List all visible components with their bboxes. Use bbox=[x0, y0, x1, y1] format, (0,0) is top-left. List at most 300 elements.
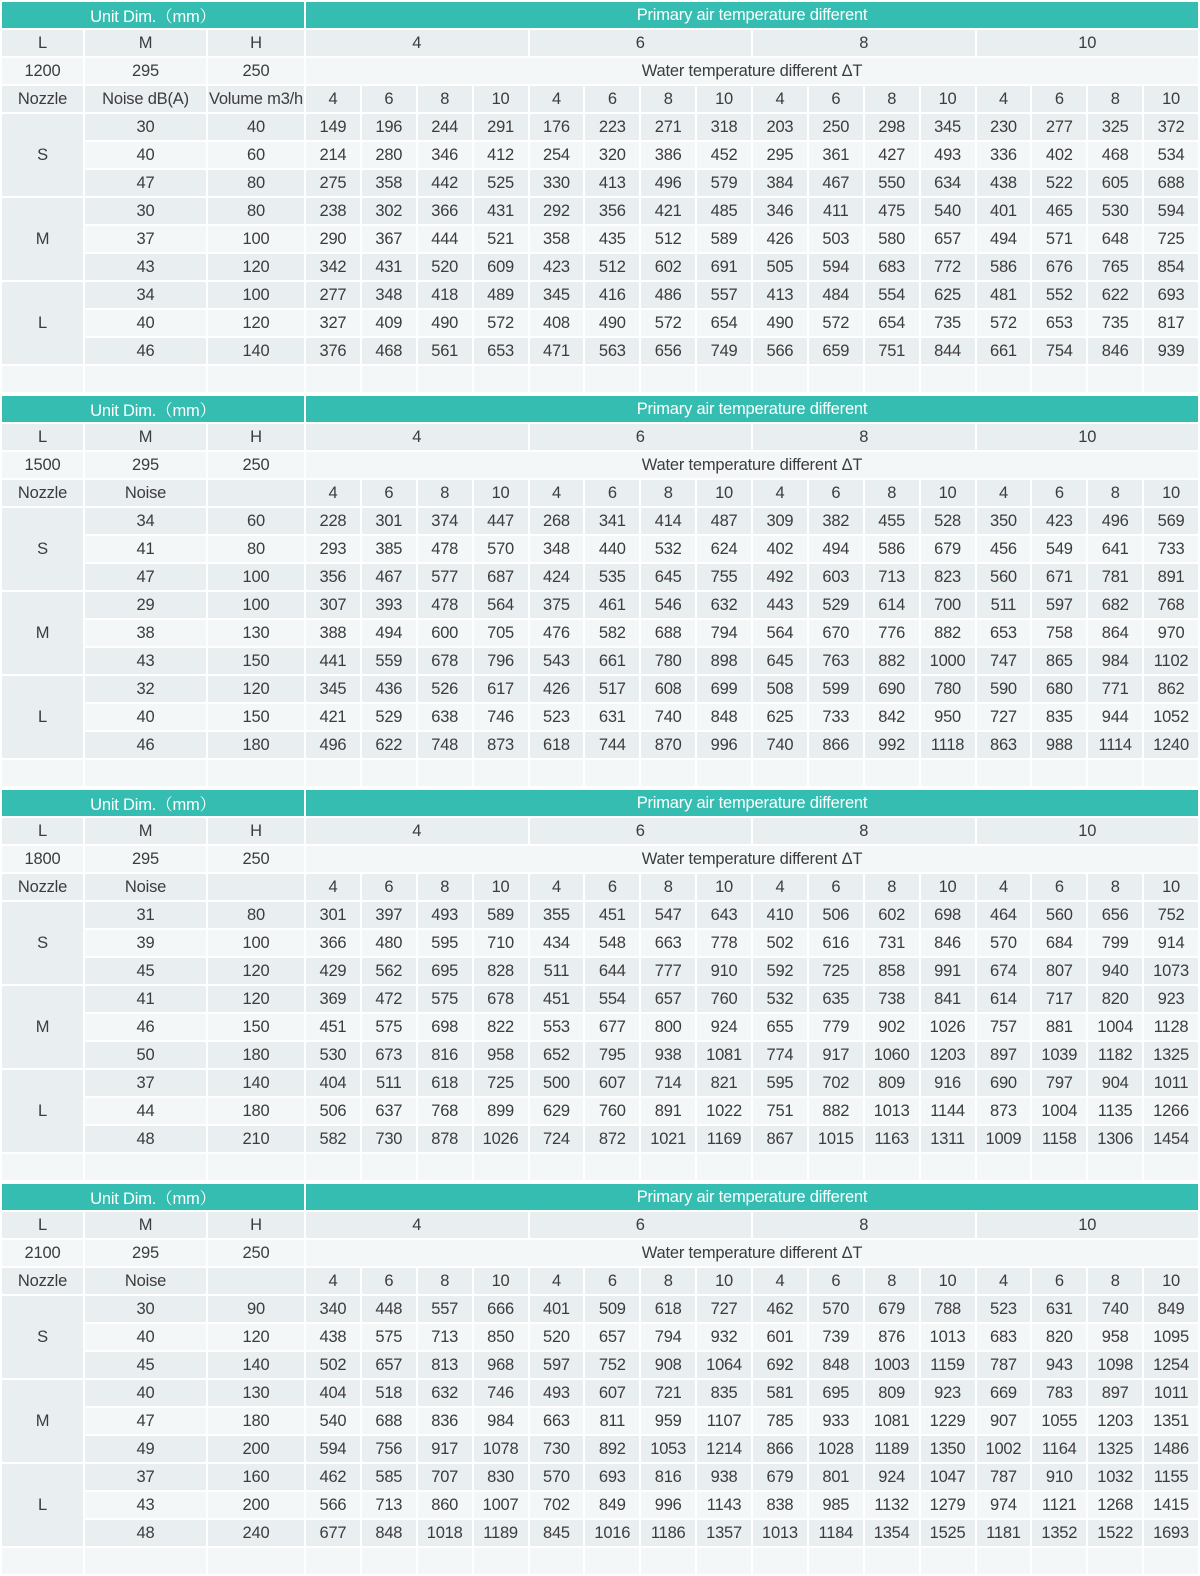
capacity-value-cell: 717 bbox=[1032, 986, 1086, 1012]
dim-value-row bbox=[2, 58, 1198, 84]
capacity-value-cell: 654 bbox=[865, 310, 919, 336]
capacity-value-cell: 301 bbox=[306, 902, 360, 928]
capacity-value-cell: 423 bbox=[1032, 508, 1086, 534]
noise-value-cell: 46 bbox=[85, 338, 206, 364]
capacity-value-cell: 677 bbox=[585, 1014, 639, 1040]
capacity-value-cell: 910 bbox=[1032, 1464, 1086, 1490]
delta-col-header-cell: 6 bbox=[1032, 1268, 1086, 1294]
capacity-value-cell: 522 bbox=[1032, 170, 1086, 196]
capacity-value-cell: 643 bbox=[697, 902, 751, 928]
noise-value-cell: 43 bbox=[85, 254, 206, 280]
delta-col-header-cell: 6 bbox=[1032, 86, 1086, 112]
capacity-value-cell: 511 bbox=[362, 1070, 416, 1096]
noise-value-cell: 40 bbox=[85, 310, 206, 336]
spacer-cell bbox=[697, 1154, 751, 1180]
capacity-value-cell: 529 bbox=[809, 592, 863, 618]
capacity-value-cell: 878 bbox=[418, 1126, 472, 1152]
capacity-value-cell: 1081 bbox=[865, 1408, 919, 1434]
spacer-cell bbox=[474, 1154, 528, 1180]
capacity-value-cell: 688 bbox=[1144, 170, 1198, 196]
delta-col-header-cell: 4 bbox=[977, 86, 1031, 112]
capacity-value-cell: 478 bbox=[418, 536, 472, 562]
capacity-value-cell: 862 bbox=[1144, 676, 1198, 702]
capacity-value-cell: 680 bbox=[1032, 676, 1086, 702]
capacity-value-cell: 376 bbox=[306, 338, 360, 364]
noise-value-cell: 34 bbox=[85, 508, 206, 534]
capacity-value-cell: 1189 bbox=[474, 1520, 528, 1546]
data-row bbox=[2, 732, 1198, 758]
delta-col-header-cell: 4 bbox=[530, 86, 584, 112]
volume-value-cell: 130 bbox=[208, 1380, 304, 1406]
table-body bbox=[2, 1184, 1198, 1574]
capacity-value-cell: 408 bbox=[530, 310, 584, 336]
delta-col-header-cell: 6 bbox=[362, 1268, 416, 1294]
capacity-value-cell: 677 bbox=[306, 1520, 360, 1546]
capacity-value-cell: 493 bbox=[530, 1380, 584, 1406]
capacity-value-cell: 471 bbox=[530, 338, 584, 364]
capacity-value-cell: 794 bbox=[641, 1324, 695, 1350]
capacity-value-cell: 440 bbox=[585, 536, 639, 562]
capacity-value-cell: 402 bbox=[753, 536, 807, 562]
air-group-header-cell: 6 bbox=[530, 818, 752, 844]
capacity-value-cell: 898 bbox=[697, 648, 751, 674]
spacer-cell bbox=[921, 1548, 975, 1574]
capacity-value-cell: 872 bbox=[585, 1126, 639, 1152]
nozzle-size-cell: S bbox=[2, 1296, 83, 1378]
delta-col-header-cell: 4 bbox=[306, 86, 360, 112]
nozzle-size-cell: L bbox=[2, 282, 83, 364]
capacity-value-cell: 346 bbox=[753, 198, 807, 224]
capacity-value-cell: 923 bbox=[921, 1380, 975, 1406]
capacity-value-cell: 752 bbox=[585, 1352, 639, 1378]
capacity-value-cell: 787 bbox=[977, 1352, 1031, 1378]
capacity-value-cell: 1155 bbox=[1144, 1464, 1198, 1490]
capacity-value-cell: 838 bbox=[753, 1492, 807, 1518]
capacity-value-cell: 1143 bbox=[697, 1492, 751, 1518]
capacity-value-cell: 705 bbox=[474, 620, 528, 646]
capacity-value-cell: 866 bbox=[753, 1436, 807, 1462]
volume-value-cell: 90 bbox=[208, 1296, 304, 1322]
volume-header-cell bbox=[208, 480, 304, 506]
noise-value-cell: 38 bbox=[85, 620, 206, 646]
capacity-value-cell: 1073 bbox=[1144, 958, 1198, 984]
capacity-value-cell: 794 bbox=[697, 620, 751, 646]
delta-col-header-cell: 6 bbox=[362, 480, 416, 506]
data-row bbox=[2, 902, 1198, 928]
spacer-cell bbox=[306, 760, 360, 786]
capacity-value-cell: 455 bbox=[865, 508, 919, 534]
capacity-value-cell: 836 bbox=[418, 1408, 472, 1434]
capacity-value-cell: 765 bbox=[1088, 254, 1142, 280]
capacity-value-cell: 655 bbox=[753, 1014, 807, 1040]
capacity-value-cell: 923 bbox=[1144, 986, 1198, 1012]
capacity-value-cell: 442 bbox=[418, 170, 472, 196]
capacity-value-cell: 535 bbox=[585, 564, 639, 590]
volume-value-cell: 80 bbox=[208, 536, 304, 562]
capacity-value-cell: 421 bbox=[641, 198, 695, 224]
capacity-value-cell: 860 bbox=[418, 1492, 472, 1518]
capacity-value-cell: 340 bbox=[306, 1296, 360, 1322]
capacity-value-cell: 811 bbox=[585, 1408, 639, 1434]
dim-header-row bbox=[2, 818, 1198, 844]
capacity-value-cell: 1351 bbox=[1144, 1408, 1198, 1434]
spacer-cell bbox=[362, 1154, 416, 1180]
capacity-value-cell: 1047 bbox=[921, 1464, 975, 1490]
delta-col-header-cell: 4 bbox=[530, 480, 584, 506]
air-group-header-cell: 8 bbox=[753, 424, 975, 450]
capacity-value-cell: 595 bbox=[753, 1070, 807, 1096]
spacer-cell bbox=[474, 366, 528, 392]
capacity-value-cell: 725 bbox=[1144, 226, 1198, 252]
air-group-header-cell: 8 bbox=[753, 30, 975, 56]
capacity-value-cell: 618 bbox=[418, 1070, 472, 1096]
capacity-value-cell: 468 bbox=[1088, 142, 1142, 168]
capacity-value-cell: 502 bbox=[306, 1352, 360, 1378]
delta-col-header-cell: 10 bbox=[921, 1268, 975, 1294]
nozzle-size-cell: S bbox=[2, 902, 83, 984]
capacity-value-cell: 816 bbox=[418, 1042, 472, 1068]
capacity-value-cell: 552 bbox=[1032, 282, 1086, 308]
noise-value-cell: 43 bbox=[85, 1492, 206, 1518]
capacity-value-cell: 778 bbox=[697, 930, 751, 956]
capacity-value-cell: 656 bbox=[1088, 902, 1142, 928]
noise-value-cell: 41 bbox=[85, 536, 206, 562]
spacer-cell bbox=[753, 1548, 807, 1574]
delta-col-header-cell: 4 bbox=[306, 480, 360, 506]
capacity-value-cell: 416 bbox=[585, 282, 639, 308]
delta-col-header-cell: 10 bbox=[1144, 1268, 1198, 1294]
capacity-value-cell: 230 bbox=[977, 114, 1031, 140]
capacity-value-cell: 429 bbox=[306, 958, 360, 984]
capacity-value-cell: 873 bbox=[977, 1098, 1031, 1124]
capacity-value-cell: 345 bbox=[306, 676, 360, 702]
capacity-value-cell: 938 bbox=[641, 1042, 695, 1068]
capacity-value-cell: 807 bbox=[1032, 958, 1086, 984]
capacity-value-cell: 698 bbox=[921, 902, 975, 928]
capacity-value-cell: 882 bbox=[865, 648, 919, 674]
capacity-value-cell: 830 bbox=[474, 1464, 528, 1490]
capacity-value-cell: 644 bbox=[585, 958, 639, 984]
nozzle-size-cell: S bbox=[2, 114, 83, 196]
capacity-value-cell: 594 bbox=[809, 254, 863, 280]
delta-col-header-cell: 6 bbox=[585, 874, 639, 900]
capacity-value-cell: 523 bbox=[530, 704, 584, 730]
capacity-value-cell: 465 bbox=[1032, 198, 1086, 224]
spacer-cell bbox=[753, 760, 807, 786]
capacity-value-cell: 520 bbox=[530, 1324, 584, 1350]
data-row bbox=[2, 1126, 1198, 1152]
capacity-value-cell: 561 bbox=[418, 338, 472, 364]
spacer-cell bbox=[641, 760, 695, 786]
capacity-value-cell: 731 bbox=[865, 930, 919, 956]
capacity-value-cell: 203 bbox=[753, 114, 807, 140]
capacity-value-cell: 748 bbox=[418, 732, 472, 758]
spacer-cell bbox=[474, 760, 528, 786]
capacity-value-cell: 1203 bbox=[921, 1042, 975, 1068]
header-row bbox=[2, 1184, 1198, 1210]
capacity-value-cell: 848 bbox=[697, 704, 751, 730]
capacity-value-cell: 943 bbox=[1032, 1352, 1086, 1378]
capacity-value-cell: 401 bbox=[530, 1296, 584, 1322]
volume-value-cell: 160 bbox=[208, 1464, 304, 1490]
capacity-value-cell: 404 bbox=[306, 1380, 360, 1406]
delta-col-header-cell: 6 bbox=[809, 480, 863, 506]
noise-value-cell: 47 bbox=[85, 1408, 206, 1434]
capacity-value-cell: 355 bbox=[530, 902, 584, 928]
capacity-value-cell: 823 bbox=[921, 564, 975, 590]
capacity-value-cell: 958 bbox=[1088, 1324, 1142, 1350]
capacity-value-cell: 959 bbox=[641, 1408, 695, 1434]
capacity-value-cell: 1011 bbox=[1144, 1380, 1198, 1406]
capacity-value-cell: 244 bbox=[418, 114, 472, 140]
dim-header-cell-l: L bbox=[2, 424, 83, 450]
capacity-value-cell: 768 bbox=[1144, 592, 1198, 618]
capacity-value-cell: 609 bbox=[474, 254, 528, 280]
volume-value-cell: 80 bbox=[208, 902, 304, 928]
noise-value-cell: 40 bbox=[85, 142, 206, 168]
header-row bbox=[2, 2, 1198, 28]
capacity-value-cell: 779 bbox=[809, 1014, 863, 1040]
noise-value-cell: 34 bbox=[85, 282, 206, 308]
capacity-value-cell: 540 bbox=[306, 1408, 360, 1434]
data-row bbox=[2, 1296, 1198, 1322]
capacity-value-cell: 431 bbox=[474, 198, 528, 224]
capacity-value-cell: 679 bbox=[753, 1464, 807, 1490]
dim-header-cell-l: L bbox=[2, 30, 83, 56]
capacity-value-cell: 575 bbox=[418, 986, 472, 1012]
volume-value-cell: 120 bbox=[208, 958, 304, 984]
volume-value-cell: 180 bbox=[208, 1098, 304, 1124]
capacity-value-cell: 518 bbox=[362, 1380, 416, 1406]
volume-value-cell: 200 bbox=[208, 1492, 304, 1518]
capacity-value-cell: 813 bbox=[418, 1352, 472, 1378]
delta-col-header-cell: 6 bbox=[585, 1268, 639, 1294]
noise-value-cell: 43 bbox=[85, 648, 206, 674]
noise-value-cell: 41 bbox=[85, 986, 206, 1012]
delta-col-header-cell: 4 bbox=[753, 874, 807, 900]
spacer-cell bbox=[585, 1548, 639, 1574]
capacity-value-cell: 863 bbox=[977, 732, 1031, 758]
capacity-value-cell: 625 bbox=[921, 282, 975, 308]
capacity-value-cell: 844 bbox=[921, 338, 975, 364]
capacity-value-cell: 464 bbox=[977, 902, 1031, 928]
capacity-value-cell: 336 bbox=[977, 142, 1031, 168]
noise-value-cell: 45 bbox=[85, 1352, 206, 1378]
noise-value-cell: 29 bbox=[85, 592, 206, 618]
capacity-value-cell: 751 bbox=[865, 338, 919, 364]
capacity-value-cell: 412 bbox=[474, 142, 528, 168]
capacity-value-cell: 760 bbox=[697, 986, 751, 1012]
capacity-value-cell: 423 bbox=[530, 254, 584, 280]
capacity-value-cell: 916 bbox=[921, 1070, 975, 1096]
capacity-value-cell: 346 bbox=[418, 142, 472, 168]
capacity-value-cell: 629 bbox=[530, 1098, 584, 1124]
data-row bbox=[2, 958, 1198, 984]
nozzle-header-cell: Nozzle bbox=[2, 1268, 83, 1294]
volume-value-cell: 80 bbox=[208, 198, 304, 224]
data-row bbox=[2, 1492, 1198, 1518]
capacity-value-cell: 547 bbox=[641, 902, 695, 928]
capacity-value-cell: 589 bbox=[474, 902, 528, 928]
capacity-value-cell: 845 bbox=[530, 1520, 584, 1546]
capacity-value-cell: 796 bbox=[474, 648, 528, 674]
capacity-value-cell: 735 bbox=[1088, 310, 1142, 336]
capacity-value-cell: 481 bbox=[977, 282, 1031, 308]
volume-value-cell: 180 bbox=[208, 1408, 304, 1434]
capacity-value-cell: 661 bbox=[977, 338, 1031, 364]
capacity-value-cell: 749 bbox=[697, 338, 751, 364]
capacity-value-cell: 520 bbox=[418, 254, 472, 280]
capacity-value-cell: 924 bbox=[865, 1464, 919, 1490]
capacity-value-cell: 472 bbox=[362, 986, 416, 1012]
capacity-value-cell: 410 bbox=[753, 902, 807, 928]
capacity-value-cell: 892 bbox=[585, 1436, 639, 1462]
capacity-value-cell: 768 bbox=[418, 1098, 472, 1124]
spacer-cell bbox=[865, 760, 919, 786]
capacity-value-cell: 864 bbox=[1088, 620, 1142, 646]
capacity-value-cell: 575 bbox=[362, 1324, 416, 1350]
capacity-value-cell: 867 bbox=[753, 1126, 807, 1152]
noise-header-cell: Noise bbox=[85, 874, 206, 900]
spacer-cell bbox=[921, 1154, 975, 1180]
capacity-value-cell: 721 bbox=[641, 1380, 695, 1406]
capacity-value-cell: 1004 bbox=[1032, 1098, 1086, 1124]
delta-col-header-cell: 4 bbox=[977, 480, 1031, 506]
delta-col-header-cell: 10 bbox=[474, 1268, 528, 1294]
capacity-value-cell: 512 bbox=[585, 254, 639, 280]
data-row bbox=[2, 930, 1198, 956]
capacity-value-cell: 1279 bbox=[921, 1492, 975, 1518]
data-row bbox=[2, 1042, 1198, 1068]
capacity-value-cell: 848 bbox=[809, 1352, 863, 1378]
spacer-cell bbox=[362, 366, 416, 392]
capacity-value-cell: 298 bbox=[865, 114, 919, 140]
capacity-value-cell: 1268 bbox=[1088, 1492, 1142, 1518]
capacity-value-cell: 876 bbox=[865, 1324, 919, 1350]
capacity-value-cell: 933 bbox=[809, 1408, 863, 1434]
noise-value-cell: 30 bbox=[85, 198, 206, 224]
nozzle-size-cell: S bbox=[2, 508, 83, 590]
capacity-value-cell: 293 bbox=[306, 536, 360, 562]
capacity-value-cell: 816 bbox=[641, 1464, 695, 1490]
capacity-value-cell: 451 bbox=[585, 902, 639, 928]
data-row bbox=[2, 508, 1198, 534]
dim-value-cell: 295 bbox=[85, 846, 206, 872]
volume-value-cell: 150 bbox=[208, 704, 304, 730]
capacity-value-cell: 521 bbox=[474, 226, 528, 252]
capacity-value-cell: 866 bbox=[809, 732, 863, 758]
capacity-value-cell: 1007 bbox=[474, 1492, 528, 1518]
capacity-value-cell: 914 bbox=[1144, 930, 1198, 956]
capacity-value-cell: 427 bbox=[865, 142, 919, 168]
delta-col-header-cell: 8 bbox=[641, 874, 695, 900]
capacity-value-cell: 530 bbox=[1088, 198, 1142, 224]
capacity-value-cell: 625 bbox=[753, 704, 807, 730]
delta-col-header-cell: 6 bbox=[809, 86, 863, 112]
dim-value-cell: 1800 bbox=[2, 846, 83, 872]
capacity-value-cell: 397 bbox=[362, 902, 416, 928]
capacity-value-cell: 924 bbox=[697, 1014, 751, 1040]
capacity-value-cell: 327 bbox=[306, 310, 360, 336]
water-temp-header-cell: Water temperature different ΔT bbox=[306, 1240, 1198, 1266]
capacity-value-cell: 1144 bbox=[921, 1098, 975, 1124]
noise-value-cell: 40 bbox=[85, 1324, 206, 1350]
unit-dim-header-cell: Unit Dim.（mm） bbox=[2, 2, 304, 28]
capacity-value-cell: 594 bbox=[1144, 198, 1198, 224]
capacity-value-cell: 659 bbox=[809, 338, 863, 364]
capacity-value-cell: 974 bbox=[977, 1492, 1031, 1518]
spacer-cell bbox=[418, 1548, 472, 1574]
capacity-value-cell: 451 bbox=[306, 1014, 360, 1040]
capacity-value-cell: 891 bbox=[641, 1098, 695, 1124]
capacity-value-cell: 572 bbox=[809, 310, 863, 336]
capacity-value-cell: 493 bbox=[921, 142, 975, 168]
table-body bbox=[2, 396, 1198, 786]
capacity-value-cell: 490 bbox=[418, 310, 472, 336]
delta-col-header-cell: 10 bbox=[921, 480, 975, 506]
capacity-value-cell: 356 bbox=[585, 198, 639, 224]
capacity-value-cell: 908 bbox=[641, 1352, 695, 1378]
air-group-header-cell: 4 bbox=[306, 424, 528, 450]
noise-value-cell: 47 bbox=[85, 564, 206, 590]
spacer-cell bbox=[809, 1548, 863, 1574]
noise-header-cell: Noise dB(A) bbox=[85, 86, 206, 112]
delta-col-header-cell: 6 bbox=[585, 480, 639, 506]
capacity-value-cell: 375 bbox=[530, 592, 584, 618]
capacity-value-cell: 452 bbox=[697, 142, 751, 168]
spacer-cell bbox=[1032, 760, 1086, 786]
capacity-value-cell: 730 bbox=[362, 1126, 416, 1152]
capacity-value-cell: 781 bbox=[1088, 564, 1142, 590]
spacer-cell bbox=[418, 366, 472, 392]
spacer-cell bbox=[1088, 760, 1142, 786]
capacity-value-cell: 691 bbox=[697, 254, 751, 280]
capacity-value-cell: 451 bbox=[530, 986, 584, 1012]
capacity-value-cell: 505 bbox=[753, 254, 807, 280]
capacity-value-cell: 674 bbox=[977, 958, 1031, 984]
capacity-value-cell: 932 bbox=[697, 1324, 751, 1350]
capacity-value-cell: 1002 bbox=[977, 1436, 1031, 1462]
capacity-value-cell: 1078 bbox=[474, 1436, 528, 1462]
capacity-value-cell: 307 bbox=[306, 592, 360, 618]
capacity-value-cell: 817 bbox=[1144, 310, 1198, 336]
primary-air-header-cell: Primary air temperature different bbox=[306, 1184, 1198, 1210]
spacer-cell bbox=[2, 760, 83, 786]
dim-value-cell: 1500 bbox=[2, 452, 83, 478]
capacity-value-cell: 897 bbox=[977, 1042, 1031, 1068]
nozzle-header-cell: Nozzle bbox=[2, 480, 83, 506]
column-header-row bbox=[2, 1268, 1198, 1294]
delta-col-header-cell: 4 bbox=[530, 874, 584, 900]
capacity-value-cell: 991 bbox=[921, 958, 975, 984]
spacer-cell bbox=[530, 760, 584, 786]
capacity-value-cell: 489 bbox=[474, 282, 528, 308]
spacer-cell bbox=[1144, 760, 1198, 786]
capacity-value-cell: 1325 bbox=[1144, 1042, 1198, 1068]
capacity-value-cell: 581 bbox=[753, 1380, 807, 1406]
capacity-value-cell: 320 bbox=[585, 142, 639, 168]
capacity-value-cell: 988 bbox=[1032, 732, 1086, 758]
capacity-value-cell: 870 bbox=[641, 732, 695, 758]
data-row bbox=[2, 564, 1198, 590]
spacer-cell bbox=[921, 760, 975, 786]
capacity-value-cell: 1107 bbox=[697, 1408, 751, 1434]
air-group-header-cell: 4 bbox=[306, 818, 528, 844]
capacity-value-cell: 787 bbox=[977, 1464, 1031, 1490]
delta-col-header-cell: 8 bbox=[865, 874, 919, 900]
air-group-header-cell: 10 bbox=[977, 1212, 1199, 1238]
capacity-value-cell: 1415 bbox=[1144, 1492, 1198, 1518]
